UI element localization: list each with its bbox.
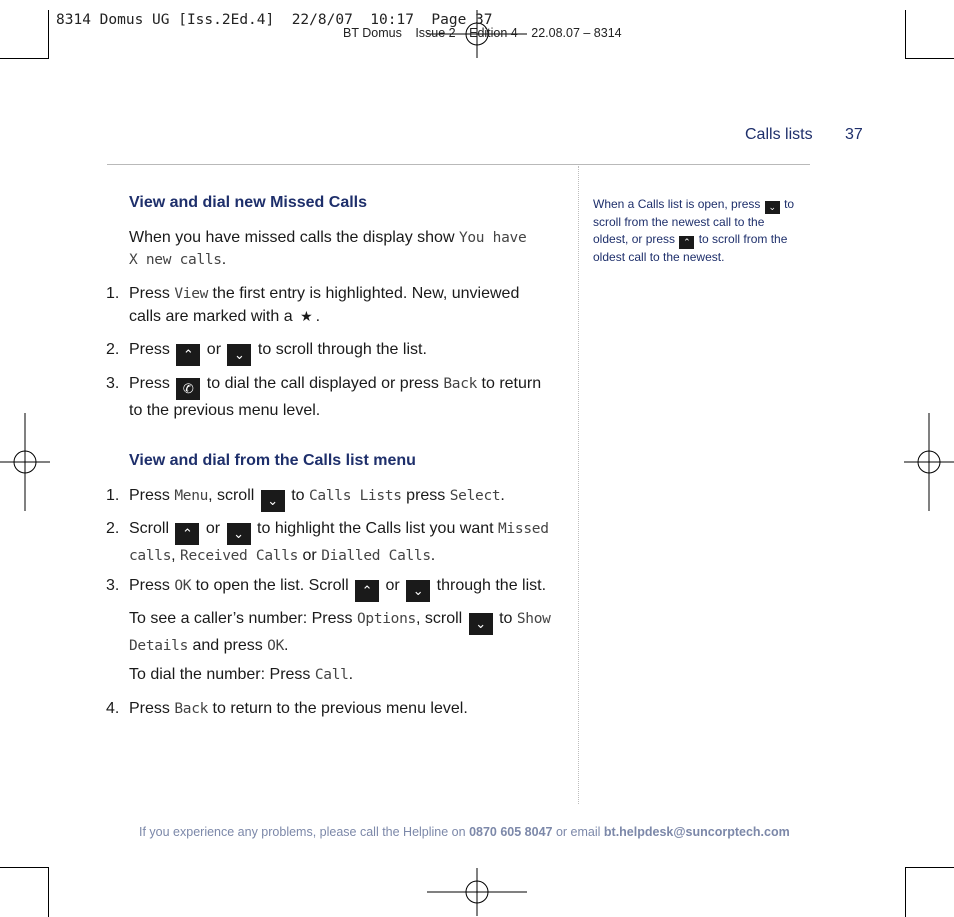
talk-key-phone-icon: ✆ [176,378,200,400]
crop-mark [48,867,49,917]
slug-subline [343,26,622,40]
slug-edition: Edition 4 [469,26,518,40]
missed-calls-intro: When you have missed calls the display show You have X new calls. [129,229,527,268]
down-arrow-key-icon: ⌄ [261,490,285,512]
helpdesk-email: bt.helpdesk@suncorptech.com [603,825,790,839]
down-arrow-key-icon: ⌄ [227,523,251,545]
display-text: Options [356,611,416,627]
missed-calls-heading: View and dial new Missed Calls [129,194,368,211]
down-arrow-key-icon: ⌄ [765,201,780,214]
display-text: Back [443,376,478,392]
slug-product: BT Domus [343,26,402,40]
slug-line: 8314 Domus UG [Iss.2Ed.4] 22/8/07 10:17 Page 37 [56,12,493,28]
crop-mark [905,58,954,59]
down-arrow-key-icon: ⌄ [406,580,430,602]
up-arrow-key-icon: ⌃ [176,344,200,366]
display-text: Call [314,667,349,683]
crop-mark [0,867,49,868]
page-number: 37 [845,126,863,143]
crop-mark [905,867,906,917]
section-title: Calls lists [745,126,813,143]
crop-mark [905,867,954,868]
column-divider [578,166,579,804]
helpline-footer: If you experience any problems, please call the Helpline on 0870 605 8047 or email bt.helpdesk@suncorptech.com [139,825,790,839]
calls-list-menu-heading: View and dial from the Calls list menu [129,452,416,469]
crop-mark [0,58,49,59]
display-text: OK [267,638,285,654]
slug-date: 22.08.07 – 8314 [531,26,622,40]
down-arrow-key-icon: ⌄ [469,613,493,635]
display-text: You have X new calls [129,230,527,268]
display-text: Back [174,701,209,717]
display-text: View [174,286,209,302]
display-text: Received Calls [180,548,299,564]
display-text: Show Details [129,611,551,654]
display-text: Dialled Calls [321,548,431,564]
display-text: Select [449,488,501,504]
display-text: Missed calls [129,521,549,564]
up-arrow-key-icon: ⌃ [679,236,694,249]
star-icon: ★ [300,308,313,324]
up-arrow-key-icon: ⌃ [175,523,199,545]
crop-mark [905,10,906,59]
header-rule [107,164,810,165]
registration-mark-bottom [427,868,527,916]
down-arrow-key-icon: ⌄ [227,344,251,366]
sidebar-tip: When a Calls list is open, press ⌄ to scroll from the newest call to the oldest, or press ⌃ to scroll from the oldest call to the newest. [593,197,795,264]
slug-issue: Issue 2 [415,26,456,40]
display-text: Menu [174,488,209,504]
dial-number-instruction: To dial the number: Press Call. [129,666,354,683]
registration-mark-right [904,413,954,511]
display-text: OK [174,578,192,594]
show-details-instruction: To see a caller’s number: Press Options, scroll ⌄ to Show Details and press OK. [129,610,551,654]
up-arrow-key-icon: ⌃ [355,580,379,602]
helpline-phone: 0870 605 8047 [469,825,553,839]
registration-mark-left [0,413,50,511]
crop-mark [48,10,49,59]
display-text: Calls Lists [308,488,402,504]
